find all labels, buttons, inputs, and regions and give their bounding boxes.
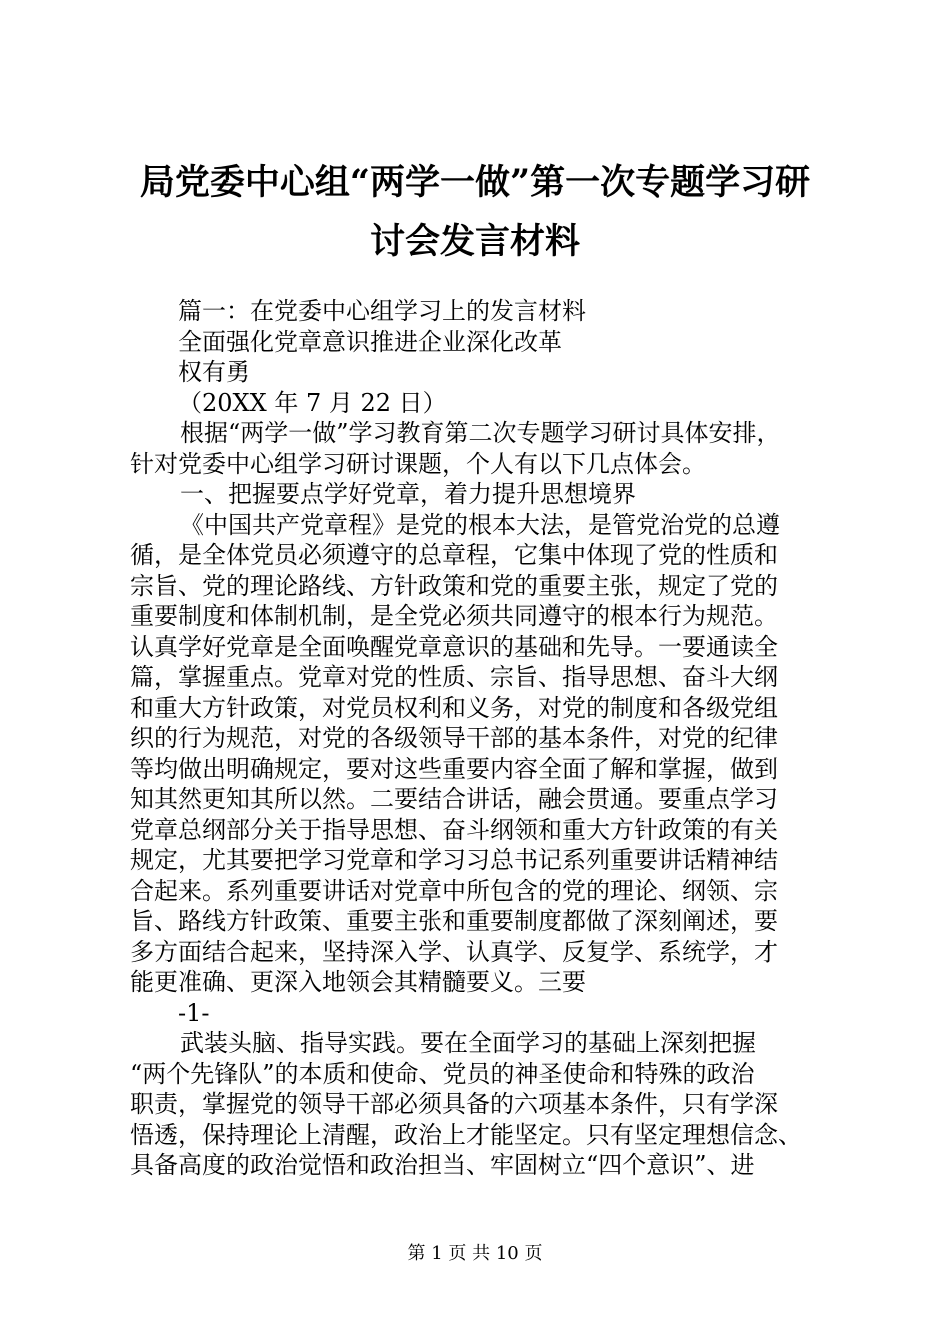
paragraph1-line: 规定，尤其要把学习党章和学习习总书记系列重要讲话精神结 (130, 846, 778, 874)
paragraph1-line: 旨、路线方针政策、重要主张和重要制度都做了深刻阐述，要 (130, 907, 778, 935)
author-line: 权有勇 (178, 358, 250, 386)
paragraph1-line: 合起来。系列重要讲话对党章中所包含的党的理论、纲领、宗 (130, 876, 778, 905)
paragraph1-line: 党章总纲部分关于指导思想、奋斗纲领和重大方针政策的有关 (130, 815, 778, 844)
paragraph1-line: 等均做出明确规定，要对这些重要内容全面了解和掌握，做到 (130, 754, 778, 783)
document-title-line-1: 局党委中心组“两学一做”第一次专题学习研 (139, 162, 811, 203)
section-heading: 一、把握要点学好党章，着力提升思想境界 (180, 480, 636, 508)
paragraph1-line: 认真学好党章是全面唤醒党章意识的基础和先导。一要通读全 (130, 632, 778, 661)
paragraph2-line: 职责，掌握党的领导干部必须具备的六项基本条件，只有学深 (130, 1090, 778, 1118)
paragraph1-line: 织的行为规范，对党的各级领导干部的基本条件，对党的纪律 (130, 724, 778, 752)
document-title-line-2: 讨会发言材料 (369, 221, 580, 262)
document-body (130, 296, 830, 1181)
intro-line-1: 根据“两学一做”学习教育第二次专题学习研讨具体安排， (180, 419, 781, 447)
paragraph2-line: “两个先锋队”的本质和使命、党员的神圣使命和特殊的政治 (130, 1059, 755, 1088)
paragraph1-line: 多方面结合起来，坚持深入学、认真学、反复学、系统学，才 (130, 937, 778, 966)
page-footer: 第 1 页 共 10 页 (407, 1243, 543, 1264)
paragraph1-line: 宗旨、党的理论路线、方针政策和党的重要主张，规定了党的 (130, 571, 778, 600)
inline-page-marker: -1- (178, 998, 210, 1027)
paragraph2-line: 武装头脑、指导实践。要在全面学习的基础上深刻把握 (180, 1029, 756, 1057)
paragraph1-line: 重要制度和体制机制，是全党必须共同遵守的根本行为规范。 (130, 602, 778, 630)
paragraph1-line: 能更准确、更深入地领会其精髓要义。三要 (130, 968, 586, 996)
date-line: （20XX 年 7 月 22 日） (178, 388, 447, 417)
subtitle-line: 篇一：在党委中心组学习上的发言材料 (178, 297, 586, 325)
paragraph2-line: 具备高度的政治觉悟和政治担当、牢固树立“四个意识”、进 (130, 1151, 755, 1179)
paragraph1-line: 循，是全体党员必须遵守的总章程，它集中体现了党的性质和 (130, 541, 778, 569)
paragraph1-line: 篇，掌握重点。党章对党的性质、宗旨、指导思想、奋斗大纲 (130, 663, 778, 691)
topic-line: 全面强化党章意识推进企业深化改革 (178, 327, 562, 356)
paragraph1-line: 知其然更知其所以然。二要结合讲话，融会贯通。要重点学习 (130, 785, 778, 813)
intro-line-2: 针对党委中心组学习研讨课题，个人有以下几点体会。 (130, 449, 706, 478)
paragraph1-line: 和重大方针政策，对党员权利和义务，对党的制度和各级党组 (130, 693, 778, 722)
paragraph1-line: 《中国共产党章程》是党的根本大法，是管党治党的总遵 (180, 510, 780, 539)
paragraph2-line: 悟透，保持理论上清醒，政治上才能坚定。只有坚定理想信念、 (130, 1120, 802, 1149)
